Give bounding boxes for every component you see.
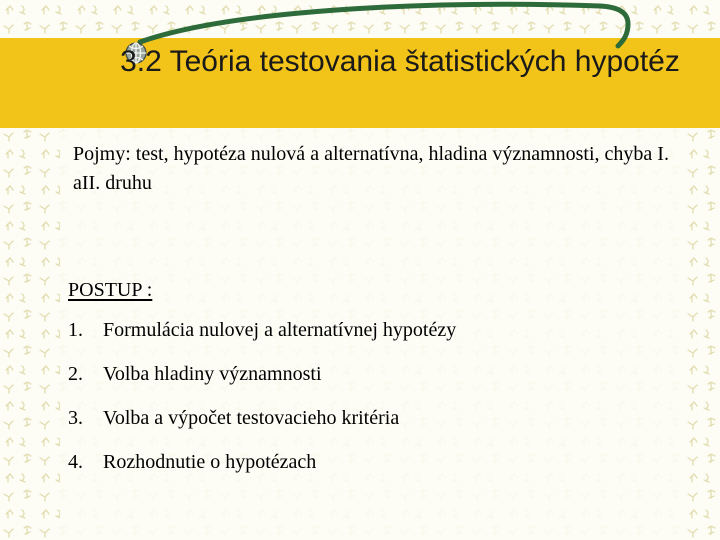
step-item (68, 360, 456, 404)
step-number: 3. (68, 407, 83, 429)
step-number: 1. (68, 319, 83, 341)
step-number: 4. (68, 451, 83, 473)
step-item (68, 316, 456, 360)
slide-title: 3.2 Teória testovania štatistických hypotéz (120, 45, 680, 78)
steps-list (68, 316, 456, 492)
step-text: Formulácia nulovej a alternatívnej hypotézy (103, 319, 457, 341)
step-text: Volba hladiny významnosti (103, 363, 322, 385)
postup-heading: POSTUP : (68, 279, 153, 301)
concepts-text: Pojmy: test, hypotéza nulová a alternatívna, hladina významnosti, chyba I. aII. druhu (73, 143, 669, 194)
step-number: 2. (68, 363, 83, 385)
step-item (68, 448, 456, 492)
step-text: Volba a výpočet testovacieho kritéria (103, 407, 400, 429)
step-item (68, 404, 456, 448)
step-text: Rozhodnutie o hypotézach (103, 451, 317, 473)
